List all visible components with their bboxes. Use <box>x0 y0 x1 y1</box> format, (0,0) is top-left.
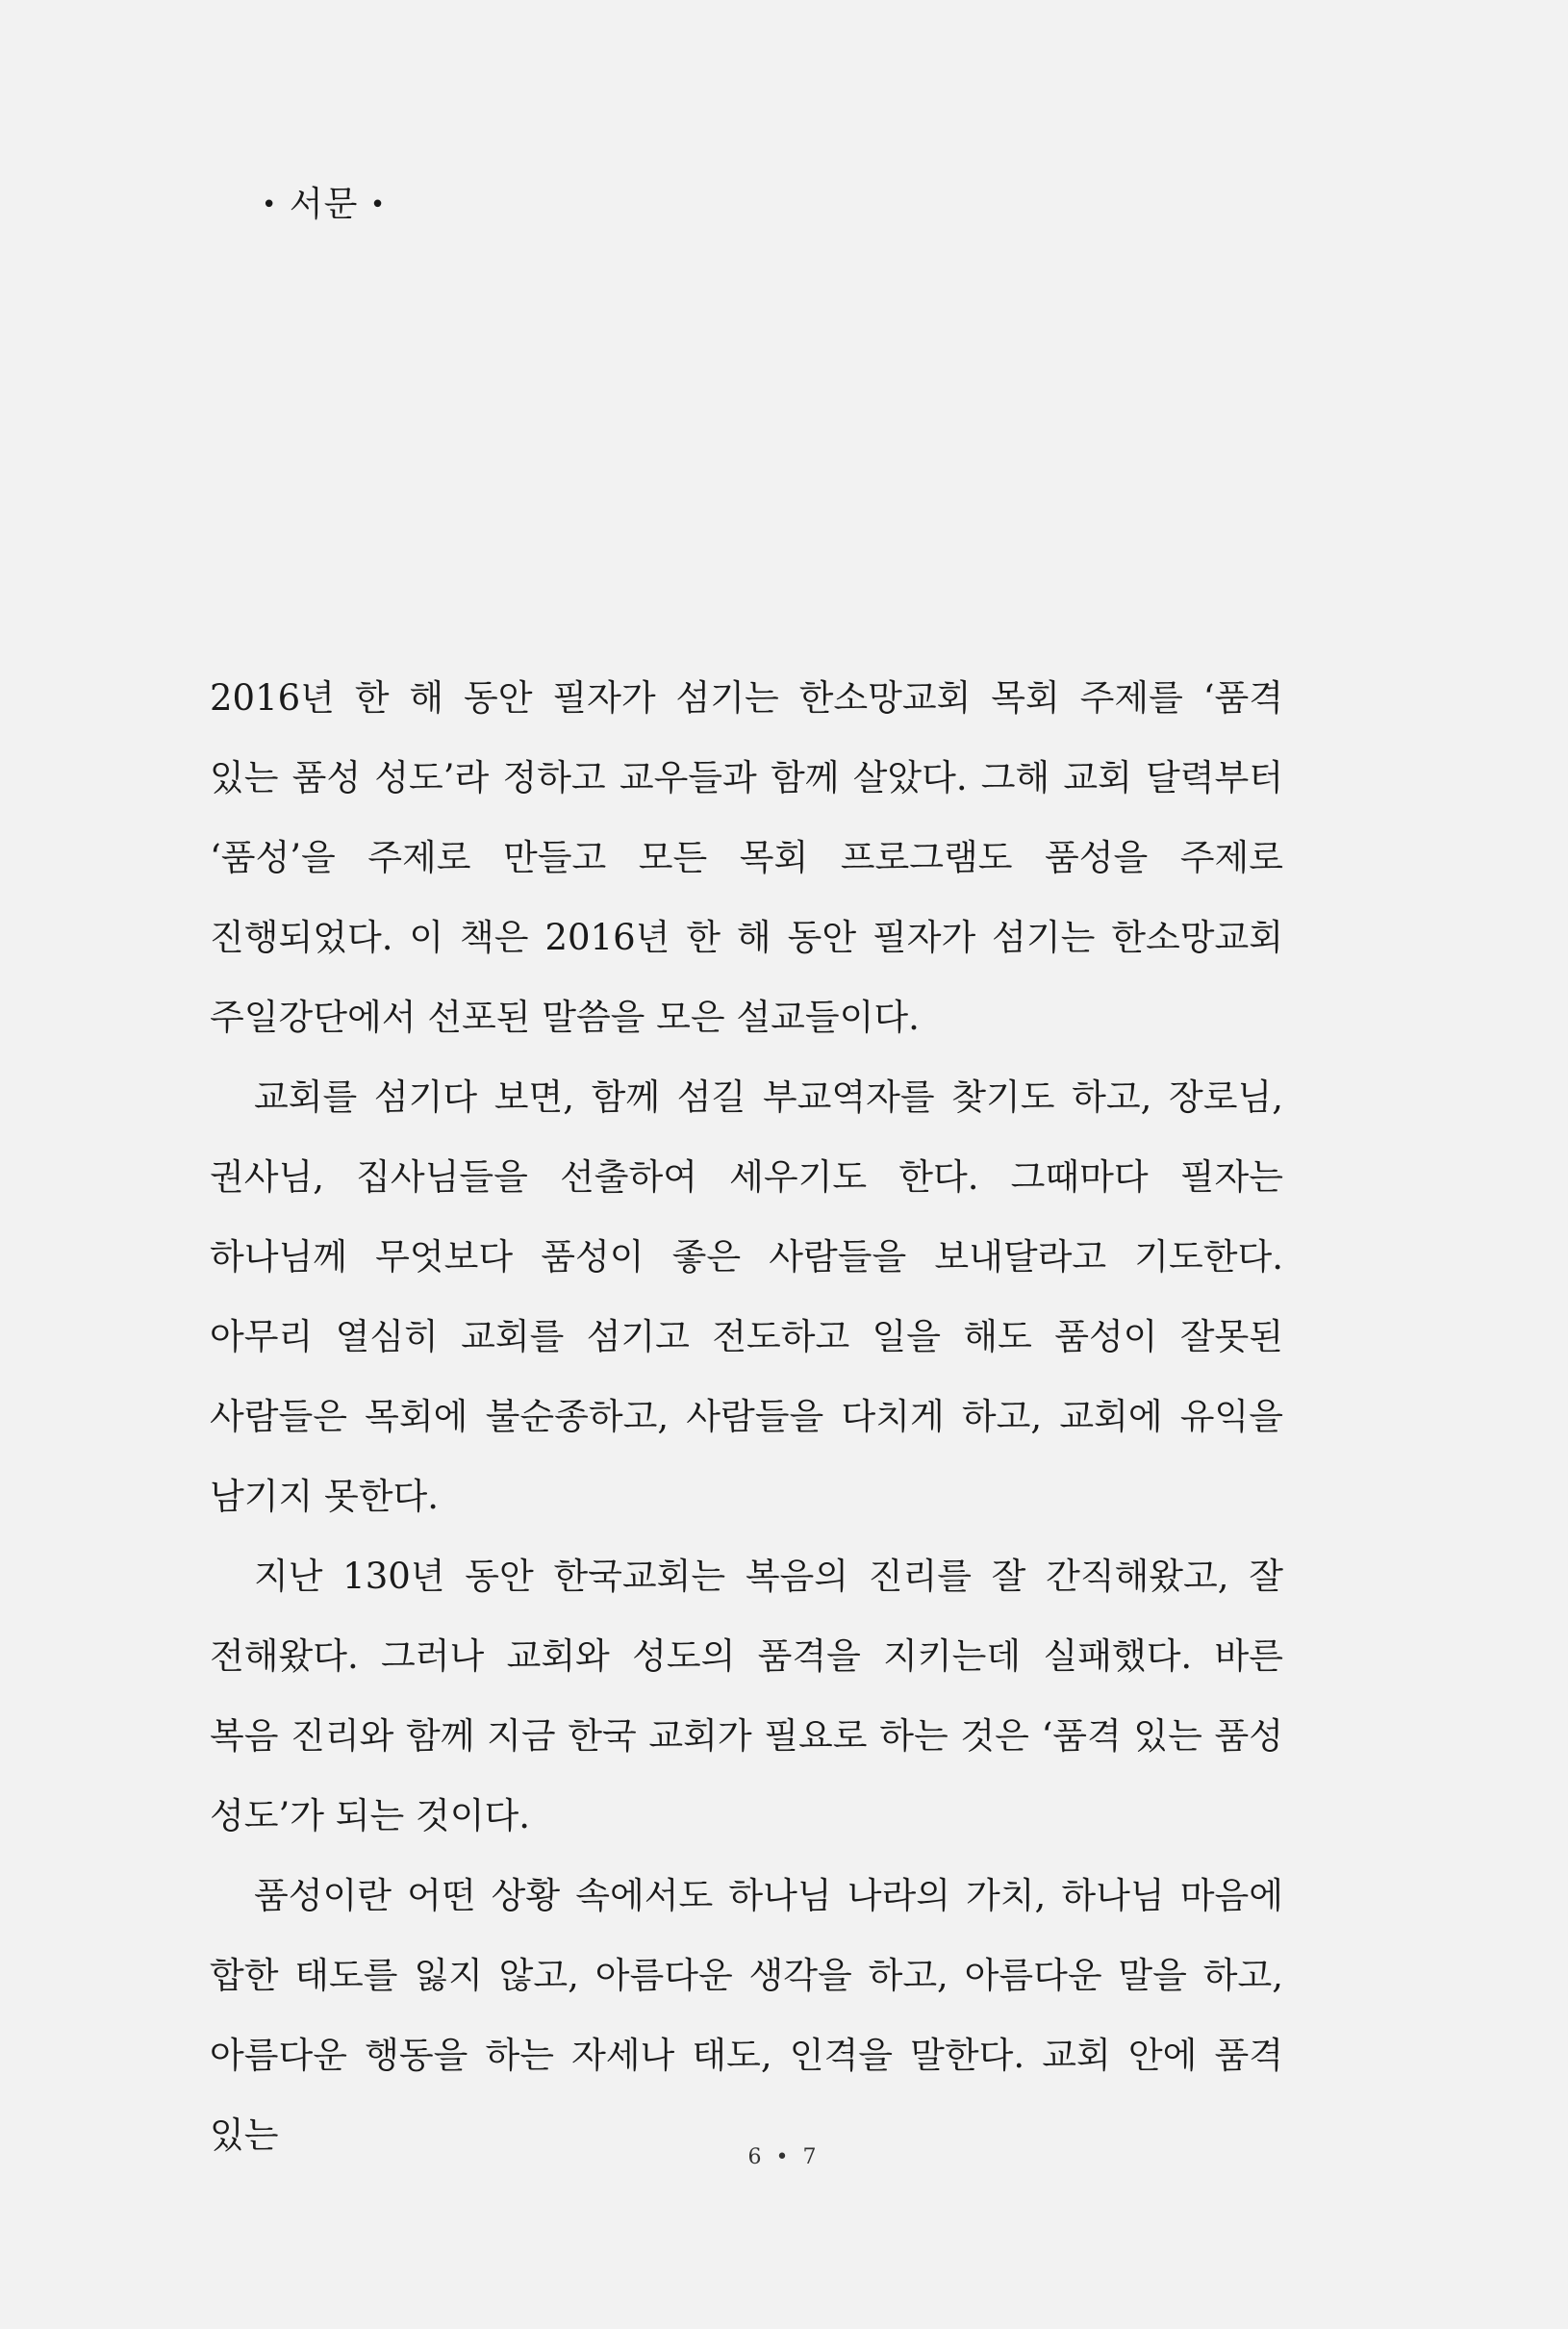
bullet-left: • <box>262 190 278 219</box>
page-number: 6 • 7 <box>747 2145 821 2169</box>
chapter-heading <box>262 181 386 229</box>
body-text <box>210 658 1283 2175</box>
paragraph-4: 품성이란 어떤 상황 속에서도 하나님 나라의 가치, 하나님 마음에 합한 태도를 잃지 않고, 아름다운 생각을 하고, 아름다운 말을 하고, 아름다운 행동을 하는 자세나 태도, 인격을 말한다. 교회 안에 품격 있는 <box>210 1875 1283 2156</box>
paragraph-3: 지난 130년 동안 한국교회는 복음의 진리를 잘 간직해왔고, 잘 전해왔다. 그러나 교회와 성도의 품격을 지키는데 실패했다. 바른 복음 진리와 함께 지금 한국 교회가 필요로 하는 것은 ‘품격 있는 품성 성도’가 되는 것이다. <box>210 1556 1283 1836</box>
chapter-title: 서문 <box>289 185 359 224</box>
paragraph-1: 2016년 한 해 동안 필자가 섬기는 한소망교회 목회 주제를 ‘품격 있는 품성 성도’라 정하고 교우들과 함께 살았다. 그해 교회 달력부터 ‘품성’을 주제로 만들고 모든 목회 프로그램도 품성을 주제로 진행되었다. 이 책은 2016년 한 해 동안 필자가 섬기는 한소망교회 주일강단에서 선포된 말씀을 모은 설교들이다. <box>210 677 1283 1038</box>
bullet-right: • <box>369 190 387 219</box>
paragraph-2: 교회를 섬기다 보면, 함께 섬길 부교역자를 찾기도 하고, 장로님, 권사님, 집사님들을 선출하여 세우기도 한다. 그때마다 필자는 하나님께 무엇보다 품성이 좋은 사람들을 보내달라고 기도한다. 아무리 열심히 교회를 섬기고 전도하고 일을 해도 품성이 잘못된 사람들은 목회에 불순종하고, 사람들을 다치게 하고, 교회에 유익을 남기지 못한다. <box>210 1076 1283 1517</box>
